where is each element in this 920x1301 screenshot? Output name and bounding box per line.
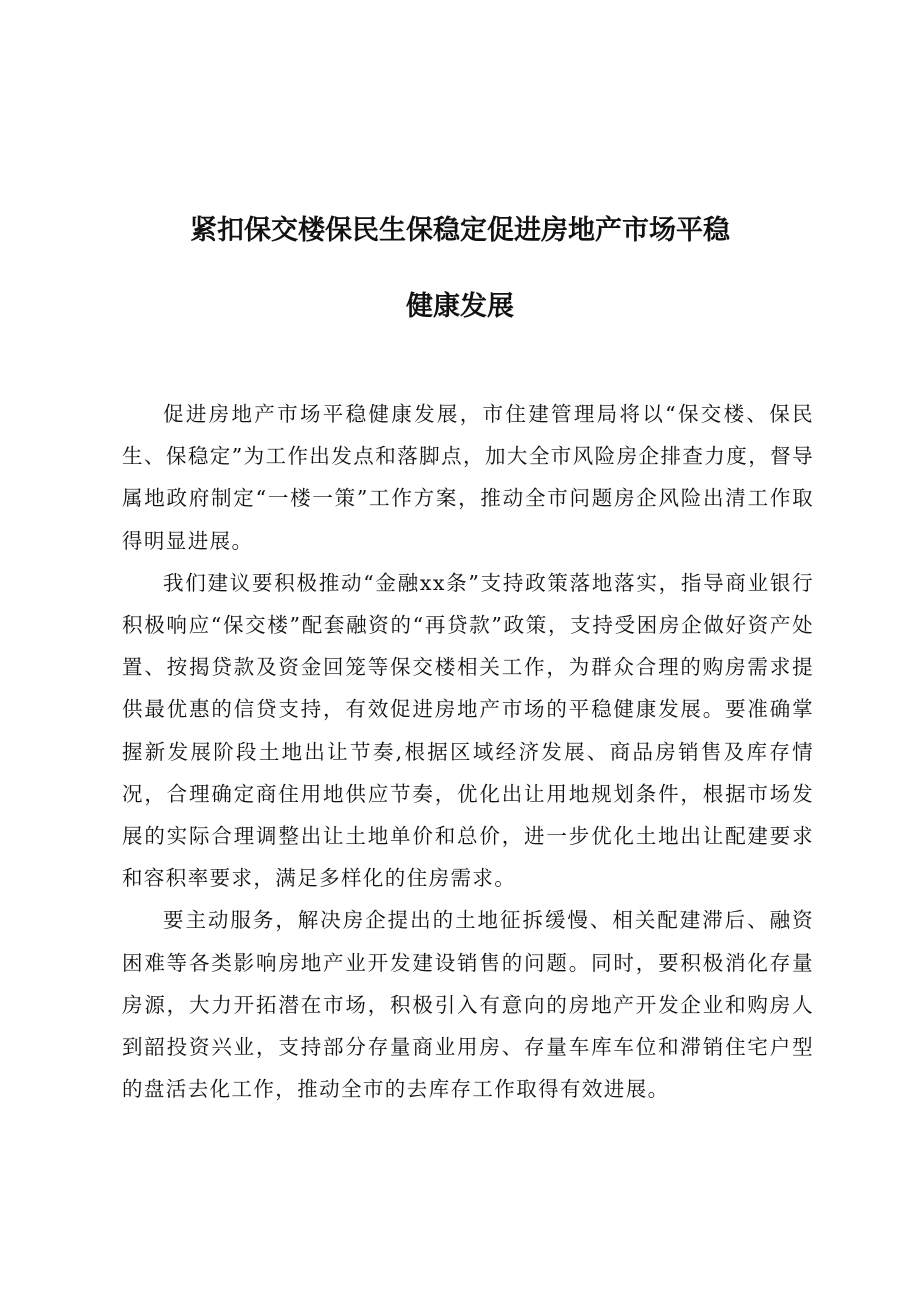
- paragraph: 我们建议要积极推动“金融xx条”支持政策落地落实，指导商业银行积极响应“保交楼”配套融资的“再贷款”政策，支持受困房企做好资产处置、按揭贷款及资金回笼等保交楼相关工作，为群众合理的购房需求提供最优惠的信贷支持，有效促进房地产市场的平稳健康发展。要准确掌握新发展阶段土地出让节奏,根据区域经济发展、商品房销售及库存情况，合理确定商住用地供应节奏，优化出让用地规划条件，根据市场发展的实际合理调整出让土地单价和总价，进一步优化土地出让配建要求和容积率要求，满足多样化的住房需求。: [122, 570, 814, 891]
- paragraph: 要主动服务，解决房企提出的土地征拆缓慢、相关配建滞后、融资困难等各类影响房地产业开发建设销售的问题。同时，要积极消化存量房源，大力开拓潜在市场，积极引入有意向的房地产开发企业和购房人到韶投资兴业，支持部分存量商业用房、存量车库车位和滞销住宅户型的盘活去化工作，推动全市的去库存工作取得有效进展。: [122, 908, 814, 1102]
- paragraph: 促进房地产市场平稳健康发展，市住建管理局将以“保交楼、保民生、保稳定”为工作出发点和落脚点，加大全市风险房企排查力度，督导属地政府制定“一楼一策”工作方案，推动全市问题房企风险出清工作取得明显进展。: [122, 402, 814, 553]
- document-body: [122, 393, 814, 1110]
- document-title-line-1: 紧扣保交楼保民生保稳定促进房地产市场平稳: [190, 215, 730, 246]
- document-title-line-2: 健康发展: [406, 291, 514, 322]
